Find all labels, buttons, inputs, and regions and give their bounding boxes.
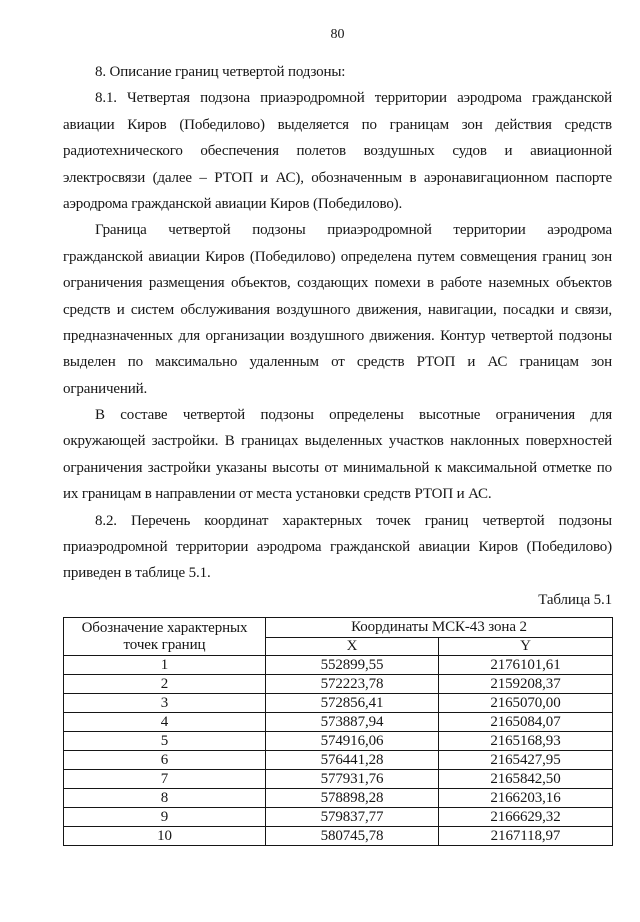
point-number-cell: 1 (64, 656, 266, 675)
x-coordinate-cell: 552899,55 (266, 656, 439, 675)
table-row (64, 675, 613, 694)
page-number: 80 (330, 27, 345, 42)
point-number-cell: 5 (64, 732, 266, 751)
table-row (64, 751, 613, 770)
table-row (64, 656, 613, 675)
table-row (64, 827, 613, 846)
paragraph-line: приведен в таблице 5.1. (63, 565, 211, 582)
coordinates-group-header: Координаты МСК-43 зона 2 (266, 618, 613, 638)
point-number-cell: 8 (64, 789, 266, 808)
y-coordinate-cell: 2167118,97 (439, 827, 613, 846)
y-coordinate-cell: 2176101,61 (439, 656, 613, 675)
paragraph-line: 8.1. Четвертая подзона приаэродромной территории аэродрома гражданской (95, 90, 612, 107)
paragraph-line: предназначенных для организации воздушного движения. Контур четвертой подзоны (63, 327, 612, 344)
x-coordinate-cell: 577931,76 (266, 770, 439, 789)
paragraph-line: 8.2. Перечень координат характерных точек границ четвертой подзоны (95, 512, 612, 529)
x-coordinate-cell: 580745,78 (266, 827, 439, 846)
paragraph-line: электросвязи (далее – РТОП и АС), обозначенным в аэронавигационном паспорте (63, 169, 612, 186)
x-coordinate-cell: 579837,77 (266, 808, 439, 827)
paragraph-line: Граница четвертой подзоны приаэродромной территории аэродрома (95, 222, 612, 239)
paragraph-line: гражданской авиации Киров (Победилово) определена путем совмещения границ зон (63, 248, 612, 265)
x-column-header: X (266, 638, 439, 656)
paragraph-line: ограничения размещения объектов, создающих помехи в работе наземных объектов (63, 275, 612, 292)
points-header-line: Обозначение характерных (81, 619, 248, 636)
y-column-header: Y (439, 638, 613, 656)
x-coordinate-cell: 572223,78 (266, 675, 439, 694)
table-row (64, 713, 613, 732)
paragraph-line: авиации Киров (Победилово) выделяется по границам зон действия средств (63, 116, 612, 133)
x-coordinate-cell: 574916,06 (266, 732, 439, 751)
paragraph-line: их границам в направлении от места установки средств РТОП и АС. (63, 486, 492, 503)
table-row (64, 694, 613, 713)
paragraph-line: радиотехнического обеспечения полетов воздушных судов и авиационной (63, 143, 612, 160)
point-number-cell: 6 (64, 751, 266, 770)
table-header-row (64, 618, 613, 638)
paragraph-line: аэродрома гражданской авиации Киров (Победилово). (63, 195, 403, 212)
y-coordinate-cell: 2166629,32 (439, 808, 613, 827)
table-caption: Таблица 5.1 (538, 591, 612, 608)
table-row (64, 732, 613, 751)
paragraph-line: выделен по максимально удаленным от средств РТОП и АС границам зон (63, 354, 612, 371)
y-coordinate-cell: 2166203,16 (439, 789, 613, 808)
x-coordinate-cell: 573887,94 (266, 713, 439, 732)
paragraph-line: ограничений. (63, 380, 148, 397)
table-row (64, 770, 613, 789)
x-coordinate-cell: 572856,41 (266, 694, 439, 713)
y-coordinate-cell: 2165070,00 (439, 694, 613, 713)
paragraph-line: окружающей застройки. В границах выделенных участков наклонных поверхностей (63, 433, 612, 450)
paragraph-line: ограничения застройки указаны высоты от минимальной к максимальной отметке по (63, 459, 612, 476)
point-number-cell: 2 (64, 675, 266, 694)
point-number-cell: 7 (64, 770, 266, 789)
y-coordinate-cell: 2165168,93 (439, 732, 613, 751)
x-coordinate-cell: 578898,28 (266, 789, 439, 808)
table-row (64, 808, 613, 827)
section-heading: 8. Описание границ четвертой подзоны: (95, 64, 346, 80)
x-coordinate-cell: 576441,28 (266, 751, 439, 770)
paragraph-line: В составе четвертой подзоны определены высотные ограничения для (95, 407, 612, 424)
coordinates-table (63, 617, 613, 846)
y-coordinate-cell: 2165084,07 (439, 713, 613, 732)
y-coordinate-cell: 2159208,37 (439, 675, 613, 694)
point-number-cell: 9 (64, 808, 266, 827)
paragraph-line: средств и систем обслуживания воздушного движения, навигации, посадки и связи, (63, 301, 612, 318)
y-coordinate-cell: 2165427,95 (439, 751, 613, 770)
body-text (63, 59, 612, 613)
point-number-cell: 4 (64, 713, 266, 732)
points-header-line: точек границ (123, 636, 206, 653)
point-number-cell: 3 (64, 694, 266, 713)
points-column-header (64, 618, 266, 656)
table-row (64, 789, 613, 808)
point-number-cell: 10 (64, 827, 266, 846)
paragraph-line: приаэродромной территории аэродрома гражданской авиации Киров (Победилово) (63, 539, 612, 556)
y-coordinate-cell: 2165842,50 (439, 770, 613, 789)
